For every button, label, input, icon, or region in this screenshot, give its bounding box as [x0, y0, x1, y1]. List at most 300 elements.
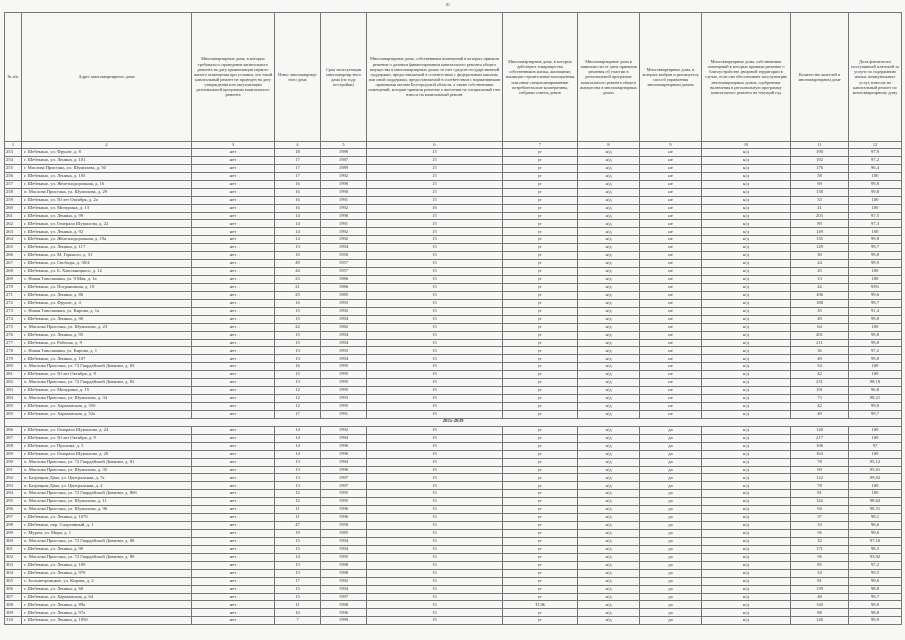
table-cell: 15 — [275, 585, 321, 593]
table-cell: 15 — [367, 545, 503, 553]
page-number: 81 — [446, 2, 450, 7]
table-cell: да — [640, 514, 702, 522]
table-cell: 98,51 — [849, 506, 902, 514]
table-cell: 301 — [5, 545, 22, 553]
address-cell: г. Шебекино, ул. Ленина, д. 97б — [22, 569, 192, 577]
table-cell: уг — [503, 458, 578, 466]
table-cell: 15 — [275, 371, 321, 379]
table-cell: н/д — [702, 553, 791, 561]
table-cell: 7 — [275, 617, 321, 625]
address-cell: г. Шебекино, ул. Ленина, д. 101 — [22, 156, 192, 164]
table-cell: н/д — [702, 323, 791, 331]
table-cell: н/д — [702, 577, 791, 585]
table-cell: не — [640, 236, 702, 244]
table-cell: да — [640, 490, 702, 498]
table-cell: нет — [192, 458, 275, 466]
table-cell: 262 — [5, 220, 22, 228]
table-cell: уг — [503, 442, 578, 450]
table-cell: 295 — [5, 498, 22, 506]
table-cell: нет — [192, 379, 275, 387]
table-cell: 91,4 — [849, 307, 902, 315]
address-cell: г. Шебекино, ул. Мичурина, д. 15 — [22, 387, 192, 395]
table-cell: уг — [503, 482, 578, 490]
table-cell: 277 — [5, 339, 22, 347]
table-cell: нет — [192, 212, 275, 220]
table-cell: н/д — [578, 276, 640, 284]
table-cell: да — [640, 593, 702, 601]
table-cell: 12 — [275, 395, 321, 403]
address-cell: г. Шебекино, ул. Железнодорожная, д. 19а — [22, 236, 192, 244]
address-cell: п. Маслова Пристань, ул. Шумилова, д. 34 — [22, 395, 192, 403]
table-cell: уг — [503, 331, 578, 339]
period-label: 2035-2039 — [5, 418, 902, 426]
table-cell: уг — [503, 490, 578, 498]
table-cell: 15 — [367, 466, 503, 474]
table-cell: нет — [192, 593, 275, 601]
table-cell: 254 — [5, 156, 22, 164]
address-cell: с. Большетроицкое, ул. Кирова, д. 2 — [22, 577, 192, 585]
table-cell: нет — [192, 387, 275, 395]
table-cell: 1994 — [321, 545, 367, 553]
table-cell: 100 — [849, 482, 902, 490]
table-cell: 1986 — [321, 276, 367, 284]
table-cell: 41 — [791, 204, 849, 212]
table-cell: 268 — [5, 268, 22, 276]
table-cell: 88 — [791, 609, 849, 617]
address-cell: г. Шебекино, ул. 50 лет Октября, д. 2а — [22, 196, 192, 204]
table-cell: н/д — [578, 371, 640, 379]
table-cell: 99,9 — [849, 260, 902, 268]
table-cell: 15 — [367, 426, 503, 434]
table-cell: н/д — [578, 331, 640, 339]
table-cell: н/д — [702, 196, 791, 204]
address-cell: г. Шебекино, ул. Ленина, д. 86 — [22, 291, 192, 299]
table-cell: 17 — [275, 410, 321, 418]
table-cell: да — [640, 450, 702, 458]
table-cell: нет — [192, 276, 275, 284]
table-cell: 97,2 — [849, 561, 902, 569]
table-cell: 49 — [791, 410, 849, 418]
table-cell: 15 — [367, 617, 503, 625]
table-cell: нет — [192, 609, 275, 617]
table-row — [5, 156, 902, 164]
table-cell: 15 — [367, 276, 503, 284]
table-cell: 188 — [791, 299, 849, 307]
table-cell: 1991 — [321, 220, 367, 228]
table-row — [5, 545, 902, 553]
table-cell: 100 — [849, 172, 902, 180]
table-row — [5, 244, 902, 252]
table-cell: 16 — [275, 363, 321, 371]
table-cell: 15 — [367, 363, 503, 371]
table-cell: нет — [192, 561, 275, 569]
table-cell: уг — [503, 228, 578, 236]
table-cell: 15 — [367, 498, 503, 506]
table-cell: 291 — [5, 466, 22, 474]
table-cell: 96,6 — [849, 522, 902, 530]
table-cell: 14 — [275, 442, 321, 450]
address-cell: п. Маслова Пристань, ул. 72 Гвардейской Дивизии, д. 89 — [22, 553, 192, 561]
table-cell: 23 — [275, 276, 321, 284]
table-cell: 15 — [367, 315, 503, 323]
table-cell: 15 — [367, 299, 503, 307]
table-cell: 15 — [367, 307, 503, 315]
table-cell: не — [640, 276, 702, 284]
table-cell: не — [640, 244, 702, 252]
table-cell: н/д — [702, 236, 791, 244]
table-cell: нет — [192, 617, 275, 625]
table-cell: 211 — [791, 339, 849, 347]
table-cell: 122 — [791, 474, 849, 482]
table-cell: 290 — [5, 458, 22, 466]
table-row — [5, 569, 902, 577]
table-cell: да — [640, 506, 702, 514]
table-cell: 292 — [5, 474, 22, 482]
table-cell: н/д — [578, 252, 640, 260]
table-cell: 15 — [367, 220, 503, 228]
table-cell: да — [640, 537, 702, 545]
table-row — [5, 458, 902, 466]
table-cell: 95,01 — [849, 466, 902, 474]
table-cell: 171 — [791, 545, 849, 553]
table-cell: 98,62 — [849, 498, 902, 506]
table-cell: 265 — [5, 244, 22, 252]
table-cell: да — [640, 498, 702, 506]
table-cell: 203 — [791, 212, 849, 220]
table-cell: 100 — [849, 204, 902, 212]
table-cell: н/д — [702, 220, 791, 228]
table-cell: 69 — [791, 466, 849, 474]
address-cell: п. Маслова Пристань, ул. 72 Гвардейской Дивизии, д. 86б — [22, 490, 192, 498]
table-cell: не — [640, 323, 702, 331]
table-cell: нет — [192, 252, 275, 260]
table-cell: 288 — [5, 442, 22, 450]
table-row — [5, 601, 902, 609]
table-cell: уг — [503, 609, 578, 617]
table-cell: 1994 — [321, 355, 367, 363]
table-cell: 1989 — [321, 164, 367, 172]
table-cell: 15 — [275, 307, 321, 315]
table-cell: 269 — [5, 276, 22, 284]
table-cell: 81 — [791, 490, 849, 498]
table-cell: 12 — [275, 490, 321, 498]
table-cell: 15 — [367, 530, 503, 538]
table-cell: 10 — [275, 609, 321, 617]
table-row — [5, 498, 902, 506]
table-cell: 15 — [367, 514, 503, 522]
table-cell: 15 — [367, 244, 503, 252]
table-cell: уг — [503, 268, 578, 276]
column-header-7: Многоквартирные дома, в которых действуют товарищества собственников жилья, жилищные, жилищно-строительные кооперативы или иные специализированные потребительские кооперативы, избраны советы домов — [503, 13, 578, 142]
table-cell: нет — [192, 545, 275, 553]
table-cell: нет — [192, 315, 275, 323]
table-row — [5, 403, 902, 411]
table-cell: 302 — [5, 553, 22, 561]
table-cell: 97,2 — [849, 156, 902, 164]
table-cell: 15 — [367, 149, 503, 157]
table-cell: 106 — [791, 291, 849, 299]
table-cell: 273 — [5, 307, 22, 315]
table-cell: уг — [503, 283, 578, 291]
table-cell: н/д — [578, 244, 640, 252]
table-cell: 15 — [367, 283, 503, 291]
table-row — [5, 196, 902, 204]
table-cell: 278 — [5, 347, 22, 355]
table-cell: 99,7 — [849, 299, 902, 307]
table-cell: уг — [503, 617, 578, 625]
table-cell: не — [640, 403, 702, 411]
table-cell: 13 — [791, 276, 849, 284]
table-cell: 15 — [367, 188, 503, 196]
table-cell: 100 — [849, 450, 902, 458]
table-cell: 15 — [367, 164, 503, 172]
table-cell: не — [640, 395, 702, 403]
table-cell: 15 — [367, 268, 503, 276]
table-cell: уг — [503, 363, 578, 371]
address-cell: г. Шебекино, ул. Ленина, д. 92 — [22, 228, 192, 236]
table-cell: н/д — [578, 164, 640, 172]
table-cell: н/д — [702, 530, 791, 538]
table-cell: 99,6 — [849, 530, 902, 538]
table-cell: н/д — [702, 522, 791, 530]
table-cell: 293 — [5, 482, 22, 490]
column-header-2: Адрес многоквартирного дома — [22, 13, 192, 142]
address-cell: г. Шебекино, ул. Ленина, д. 95 — [22, 331, 192, 339]
address-cell: г. Шебекино, ул. Свободы, д. 30/4 — [22, 260, 192, 268]
table-cell: 17 — [275, 164, 321, 172]
table-cell: н/д — [702, 442, 791, 450]
table-cell: 15 — [367, 410, 503, 418]
column-number-4: 4 — [275, 142, 321, 149]
table-cell: н/д — [702, 180, 791, 188]
table-row — [5, 355, 902, 363]
table-cell: 30 — [791, 252, 849, 260]
table-cell: 266 — [5, 252, 22, 260]
table-cell: 10 — [275, 252, 321, 260]
table-cell: 14 — [275, 228, 321, 236]
table-cell: нет — [192, 522, 275, 530]
table-cell: 279 — [5, 355, 22, 363]
table-cell: 289 — [5, 450, 22, 458]
table-row — [5, 474, 902, 482]
table-cell: 1993 — [321, 395, 367, 403]
table-cell: 1994 — [321, 585, 367, 593]
table-cell: 15 — [367, 196, 503, 204]
table-cell: 14 — [275, 553, 321, 561]
table-cell: н/д — [578, 299, 640, 307]
table-cell: н/д — [702, 355, 791, 363]
table-cell: н/д — [702, 426, 791, 434]
table-cell: 49 — [791, 315, 849, 323]
table-cell: н/д — [578, 553, 640, 561]
table-cell: 15 — [367, 482, 503, 490]
table-cell: н/д — [702, 268, 791, 276]
table-cell: 15 — [275, 537, 321, 545]
table-cell: уг — [503, 164, 578, 172]
address-cell: г. Шебекино, ул. Ленина, д. 90 — [22, 545, 192, 553]
table-row — [5, 387, 902, 395]
table-cell: н/д — [702, 244, 791, 252]
table-cell: 97 — [849, 442, 902, 450]
column-number-row — [5, 142, 902, 149]
table-cell: 15 — [367, 601, 503, 609]
table-cell: н/д — [578, 228, 640, 236]
table-cell: нет — [192, 347, 275, 355]
table-cell: 48 — [791, 593, 849, 601]
table-cell: да — [640, 545, 702, 553]
column-header-9: Многоквартирные дома, в которых выбран и реализуется способ управления многоквартирным домом — [640, 13, 702, 142]
table-cell: уг — [503, 466, 578, 474]
address-cell: г. Шебекино, ул. Харьковская, д. 64 — [22, 593, 192, 601]
table-cell: н/д — [578, 490, 640, 498]
table-cell: 1993 — [321, 299, 367, 307]
column-number-5: 5 — [321, 142, 367, 149]
table-cell: н/д — [578, 434, 640, 442]
table-cell: н/д — [578, 585, 640, 593]
table-cell: нет — [192, 585, 275, 593]
table-cell: нет — [192, 371, 275, 379]
table-cell: н/д — [702, 291, 791, 299]
table-row — [5, 180, 902, 188]
table-cell: н/д — [702, 371, 791, 379]
address-cell: г. Шебекино, ул. М. Горького, д. 31 — [22, 252, 192, 260]
table-cell: 97,16 — [849, 537, 902, 545]
table-cell: н/д — [702, 387, 791, 395]
table-cell: н/д — [702, 331, 791, 339]
table-cell: 1996 — [321, 450, 367, 458]
table-cell: нет — [192, 172, 275, 180]
table-cell: 97,5 — [849, 212, 902, 220]
table-cell: 1995 — [321, 363, 367, 371]
table-cell: 1998 — [321, 601, 367, 609]
address-cell: г. Шебекино, ул. Пролина, д. 5 — [22, 442, 192, 450]
header-row — [5, 13, 902, 142]
table-cell: 15 — [367, 172, 503, 180]
table-cell: н/д — [578, 379, 640, 387]
table-row — [5, 593, 902, 601]
table-row — [5, 395, 902, 403]
table-cell: 12 — [275, 403, 321, 411]
table-cell: уг — [503, 514, 578, 522]
table-cell: 176 — [791, 164, 849, 172]
table-cell: нет — [192, 283, 275, 291]
table-row — [5, 450, 902, 458]
table-cell: 271 — [5, 291, 22, 299]
table-cell: 282 — [5, 379, 22, 387]
table-cell: н/д — [702, 164, 791, 172]
column-header-6: Многоквартирные дома, собственники помещений в которых приняли решение о долевом финансировании капитального ремонта общего имущества в многоквартирных домах за счет средств государственной поддержки, предоставляемой в соответствии с федеральным законом, или иной поддержки, предоставляемой в соответствии с нормативными правовыми актами Белгородской области, а также собственники помещений, которые приняли решение о внесении на специальный счет взноса на капитальный ремонт — [367, 13, 503, 142]
table-cell: 99,8 — [849, 403, 902, 411]
table-cell: уг — [503, 545, 578, 553]
table-row — [5, 426, 902, 434]
table-cell: 15 — [367, 260, 503, 268]
table-cell: нет — [192, 450, 275, 458]
table-cell: н/д — [578, 426, 640, 434]
table-cell: н/д — [702, 403, 791, 411]
table-cell: 15 — [367, 339, 503, 347]
table-cell: 17 — [275, 577, 321, 585]
table-cell: 274 — [5, 315, 22, 323]
table-cell: н/д — [578, 498, 640, 506]
table-cell: 33 — [791, 196, 849, 204]
table-cell: 21 — [275, 283, 321, 291]
table-cell: 286 — [5, 426, 22, 434]
table-cell: 1996 — [321, 609, 367, 617]
table-row — [5, 577, 902, 585]
table-cell: 18 — [275, 149, 321, 157]
address-cell: п. Маслова Пристань, ул. Шумилова, д. 35 — [22, 466, 192, 474]
table-cell: н/д — [702, 149, 791, 157]
table-cell: уг — [503, 315, 578, 323]
table-cell: не — [640, 331, 702, 339]
table-cell: 1990 — [321, 180, 367, 188]
table-cell: н/д — [702, 347, 791, 355]
address-cell: г. Шебекино, ул. Рабочая, д. 9 — [22, 339, 192, 347]
table-cell: уг — [503, 220, 578, 228]
table-cell: 99,5 — [849, 569, 902, 577]
table-cell: не — [640, 260, 702, 268]
table-cell: н/д — [578, 291, 640, 299]
table-cell: да — [640, 601, 702, 609]
table-cell: н/д — [578, 403, 640, 411]
table-cell: 142 — [791, 498, 849, 506]
table-cell: 1998 — [321, 569, 367, 577]
table-cell: 15 — [367, 379, 503, 387]
table-cell: н/д — [578, 537, 640, 545]
table-cell: 1992 — [321, 577, 367, 585]
table-row — [5, 307, 902, 315]
table-cell: нет — [192, 307, 275, 315]
period-row — [5, 418, 902, 426]
table-cell: н/д — [578, 268, 640, 276]
table-cell: уг — [503, 498, 578, 506]
table-cell: нет — [192, 204, 275, 212]
table-cell: уг — [503, 196, 578, 204]
table-cell: 1994 — [321, 244, 367, 252]
table-cell: 201 — [791, 331, 849, 339]
table-cell: 100 — [849, 196, 902, 204]
table-cell: 14 — [275, 434, 321, 442]
table-cell: н/д — [702, 466, 791, 474]
table-cell: н/д — [578, 577, 640, 585]
table-row — [5, 585, 902, 593]
address-cell: п. Маслова Пристань, ул. Шумилова, д. 11 — [22, 498, 192, 506]
table-cell: 1985 — [321, 291, 367, 299]
table-cell: 14 — [275, 450, 321, 458]
table-cell: н/д — [702, 601, 791, 609]
table-cell: 98,8 — [849, 585, 902, 593]
table-cell: не — [640, 363, 702, 371]
table-cell: 99,8 — [849, 236, 902, 244]
table-cell: 99,9 — [849, 617, 902, 625]
table-cell: уг — [503, 450, 578, 458]
table-cell: 99,02 — [849, 474, 902, 482]
table-cell: н/д — [702, 474, 791, 482]
table-cell: 15 — [367, 236, 503, 244]
table-row — [5, 617, 902, 625]
table-cell: 15 — [367, 537, 503, 545]
table-row — [5, 514, 902, 522]
table-cell: н/д — [578, 450, 640, 458]
table-row — [5, 323, 902, 331]
table-cell: н/д — [702, 569, 791, 577]
table-cell: 100 — [849, 323, 902, 331]
table-cell: н/д — [702, 482, 791, 490]
table-row — [5, 212, 902, 220]
table-cell: 1995 — [321, 403, 367, 411]
table-cell: не — [640, 315, 702, 323]
address-cell: г. Шебекино, ул. Железнодорожная, д. 16 — [22, 180, 192, 188]
